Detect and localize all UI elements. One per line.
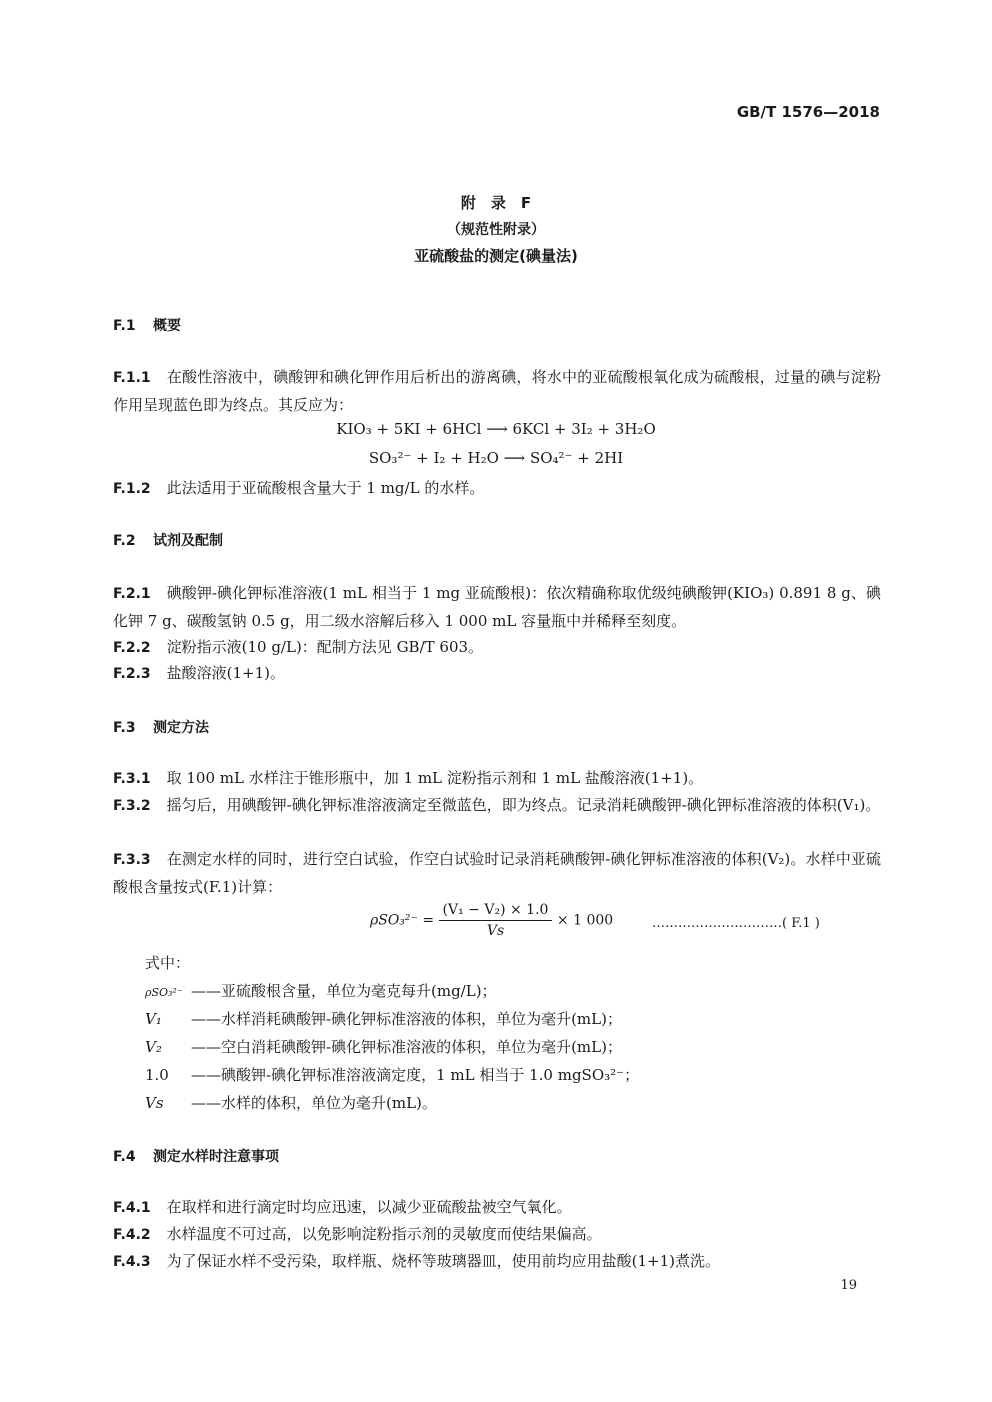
section-heading-f1 [113,315,181,335]
clause-f3-2 [113,792,881,820]
definition-text: ——水样消耗碘酸钾-碘化钾标准溶液的体积，单位为毫升(mL)； [191,1010,622,1028]
definition-text: ——亚硫酸根含量，单位为毫克每升(mg/L)； [191,982,497,1000]
definition-row [145,1064,639,1085]
definition-symbol: 1.0 [145,1066,169,1084]
page-number: 19 [840,1278,857,1293]
clause-number: F.3.3 [113,852,151,868]
definition-symbol: ρSO₃²⁻ [145,986,183,999]
section-title: 概要 [153,318,181,334]
clause-text: 碘酸钾-碘化钾标准溶液(1 mL 相当于 1 mg 亚硫酸根)：依次精确称取优级纯碘酸钾(KIO₃) 0.891 8 g、碘化钾 7 g、碳酸氢钠 0.5 g，用二级水溶解后移入 1 000 mL 容量瓶中并稀释至刻度。 [113,584,881,630]
definition-row [145,1008,622,1029]
definition-row [145,1092,437,1113]
clause-f2-2 [113,634,881,662]
clause-number: F.3.1 [113,771,151,787]
clause-number: F.4.1 [113,1200,151,1216]
clause-number: F.1.1 [113,370,151,386]
clause-f1-1 [113,364,881,419]
definition-symbol: V₁ [145,1010,162,1028]
clause-text: 摇匀后，用碘酸钾-碘化钾标准溶液滴定至微蓝色，即为终点。记录消耗碘酸钾-碘化钾标准溶液的体积(V₁)。 [166,796,881,814]
section-heading-f2 [113,530,223,550]
section-heading-f4 [113,1146,279,1166]
clause-number: F.2.3 [113,666,151,682]
standard-number: GB/T 1576—2018 [736,103,880,121]
clause-number: F.2.1 [113,586,151,602]
clause-text: 在酸性溶液中，碘酸钾和碘化钾作用后析出的游离碘，将水中的亚硫酸根氧化成为硫酸根，过量的碘与淀粉作用呈现蓝色即为终点。其反应为： [113,368,881,414]
formula-numerator: (V₁ − V₂) × 1.0 [439,902,553,921]
clause-number: F.1.2 [113,481,151,497]
clause-f2-1 [113,580,881,635]
clause-f4-2 [113,1221,881,1249]
section-title: 测定方法 [153,720,209,736]
clause-number: F.4.2 [113,1227,151,1243]
section-heading-f3 [113,717,209,737]
clause-text: 此法适用于亚硫酸根含量大于 1 mg/L 的水样。 [166,479,485,497]
definition-text: ——水样的体积，单位为毫升(mL)。 [191,1094,437,1112]
section-title: 试剂及配制 [153,533,223,549]
appendix-label: 附 录 F [460,194,532,212]
clause-text: 在测定水样的同时，进行空白试验，作空白试验时记录消耗碘酸钾-碘化钾标准溶液的体积(V₂)。水样中亚硫酸根含量按式(F.1)计算： [113,850,881,896]
formula-denominator: Vs [486,923,505,939]
equation-1: KIO₃ + 5KI + 6HCl ⟶ 6KCl + 3I₂ + 3H₂O [336,420,656,438]
definition-row [145,980,497,1001]
clause-number: F.4.3 [113,1254,151,1270]
definition-symbol: V₂ [145,1038,162,1056]
where-intro: 式中： [145,954,191,972]
clause-text: 取 100 mL 水样注于锥形瓶中，加 1 mL 淀粉指示剂和 1 mL 盐酸溶液(1+1)。 [166,769,704,787]
clause-number: F.3.2 [113,798,151,814]
section-number: F.3 [113,720,136,736]
definition-row [145,1036,622,1057]
appendix-nature: （规范性附录） [447,222,545,238]
equation-2: SO₃²⁻ + I₂ + H₂O ⟶ SO₄²⁻ + 2HI [368,449,624,467]
clause-number: F.2.2 [113,640,151,656]
clause-f4-3 [113,1248,881,1276]
section-number: F.2 [113,533,136,549]
definition-symbol: Vs [145,1094,164,1112]
clause-f2-3 [113,660,881,688]
clause-text: 为了保证水样不受污染，取样瓶、烧杯等玻璃器皿，使用前均应用盐酸(1+1)煮洗。 [166,1252,720,1270]
formula-fraction [439,902,553,939]
clause-f3-1 [113,765,881,793]
definition-text: ——碘酸钾-碘化钾标准溶液滴定度，1 mL 相当于 1.0 mgSO₃²⁻； [191,1066,640,1084]
clause-text: 在取样和进行滴定时均应迅速，以减少亚硫酸盐被空气氧化。 [166,1198,572,1216]
clause-f1-2 [113,475,881,503]
formula-label: …………………………( F.1 ) [652,916,820,931]
formula-multiplier: × 1 000 [556,912,614,929]
appendix-title: 亚硫酸盐的测定(碘量法) [414,247,578,265]
section-number: F.4 [113,1149,136,1165]
definition-text: ——空白消耗碘酸钾-碘化钾标准溶液的体积，单位为毫升(mL)； [191,1038,622,1056]
clause-text: 盐酸溶液(1+1)。 [166,664,285,682]
section-number: F.1 [113,318,136,334]
formula-lhs: ρSO₃²⁻ = [370,912,435,929]
clause-f4-1 [113,1194,881,1222]
section-title: 测定水样时注意事项 [153,1149,279,1165]
clause-text: 淀粉指示液(10 g/L)：配制方法见 GB/T 603。 [166,638,484,656]
clause-f3-3 [113,846,881,901]
formula-f1 [370,902,613,939]
clause-text: 水样温度不可过高，以免影响淀粉指示剂的灵敏度而使结果偏高。 [166,1225,602,1243]
